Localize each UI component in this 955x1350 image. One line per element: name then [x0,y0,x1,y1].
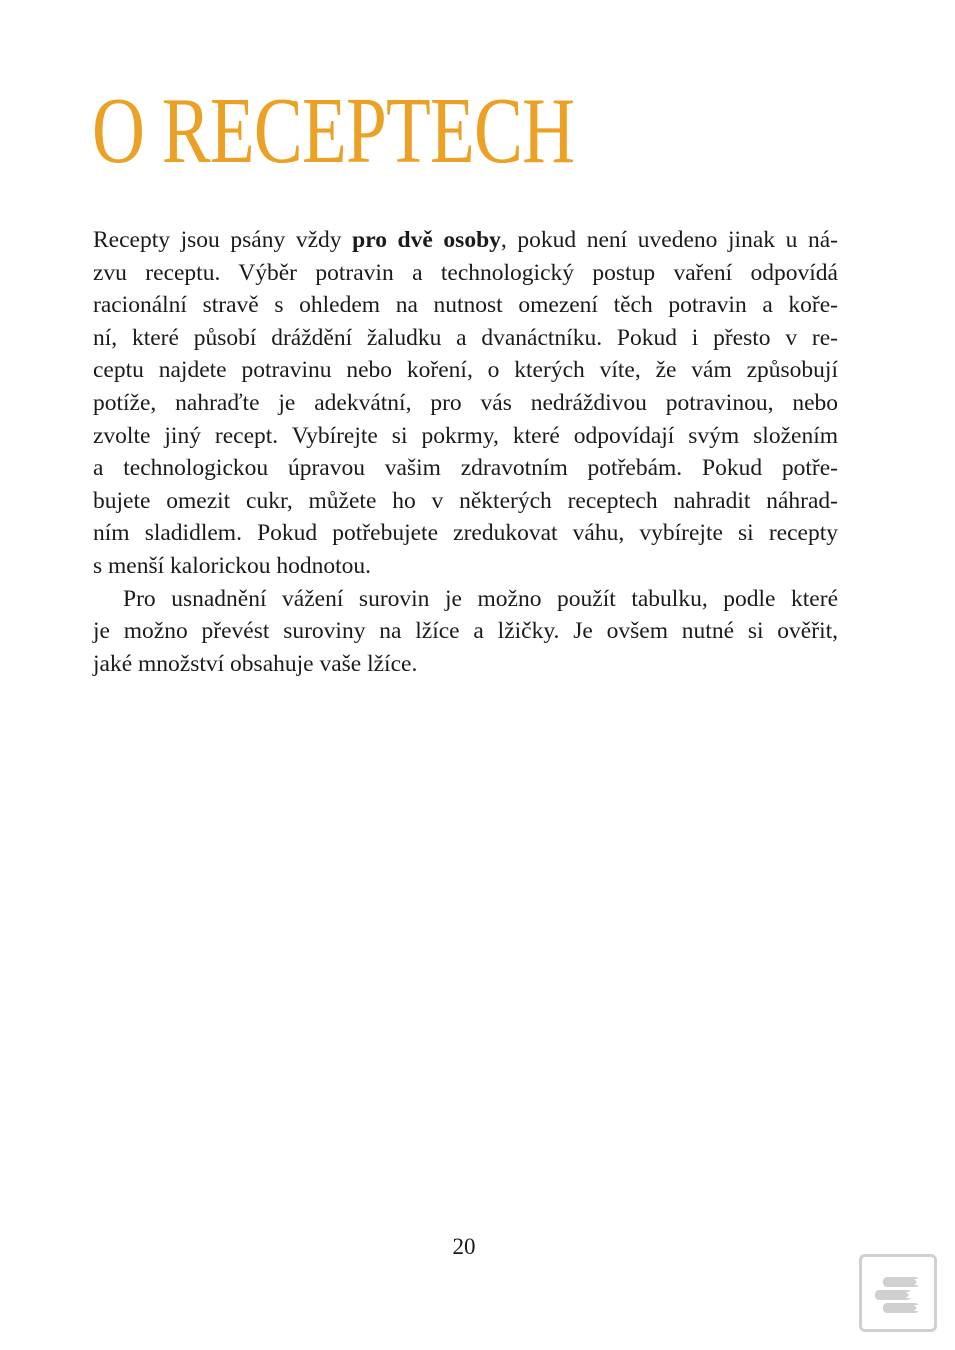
page-number: 20 [452,1234,476,1259]
emphasis-two-persons: pro dvě osoby [352,227,501,253]
text-line: je možno převést suroviny na lžíce a lžičky. Je ovšem nutné si ověřit, [93,618,838,645]
text-line: a technologickou úpravou vašim zdravotním potřebám. Pokud potře- [93,455,838,482]
text-line: ní, které působí dráždění žaludku a dvanáctníku. Pokud i přesto v re- [93,324,838,351]
text-line: Pro usnadnění vážení surovin je možno použít tabulku, podle které [123,585,838,612]
text-line: bujete omezit cukr, můžete ho v některých receptech nahradit náhrad- [93,487,838,514]
books-stack-icon [862,1257,934,1329]
body-text [93,224,838,680]
text-line: ceptu najdete potravinu nebo koření, o kterých víte, že vám způsobují [93,357,838,384]
text-line: jaké množství obsahuje vaše lžíce. [93,650,418,677]
text-line: zvu receptu. Výběr potravin a technologický postup vaření odpovídá [93,259,838,286]
paragraph-1 [93,224,838,583]
text-line: zvolte jiný recept. Vybírejte si pokrmy, které odpovídají svým složením [93,422,838,449]
text-line [93,224,838,257]
text-segment: , pokud není uvedeno jinak u ná- [500,227,838,253]
books-badge[interactable] [859,1254,937,1332]
text-line: racionální stravě s ohledem na nutnost omezení těch potravin a koře- [93,292,838,319]
text-line: s menší kalorickou hodnotou. [93,552,372,579]
paragraph-2 [93,583,838,681]
text-line: potíže, nahraďte je adekvátní, pro vás nedráždivou potravinou, nebo [93,389,838,416]
page-title: O RECEPTECH [92,79,575,183]
text-line: ním sladidlem. Pokud potřebujete zredukovat váhu, vybírejte si recepty [93,520,838,547]
text-segment: Recepty jsou psány vždy [93,227,353,253]
